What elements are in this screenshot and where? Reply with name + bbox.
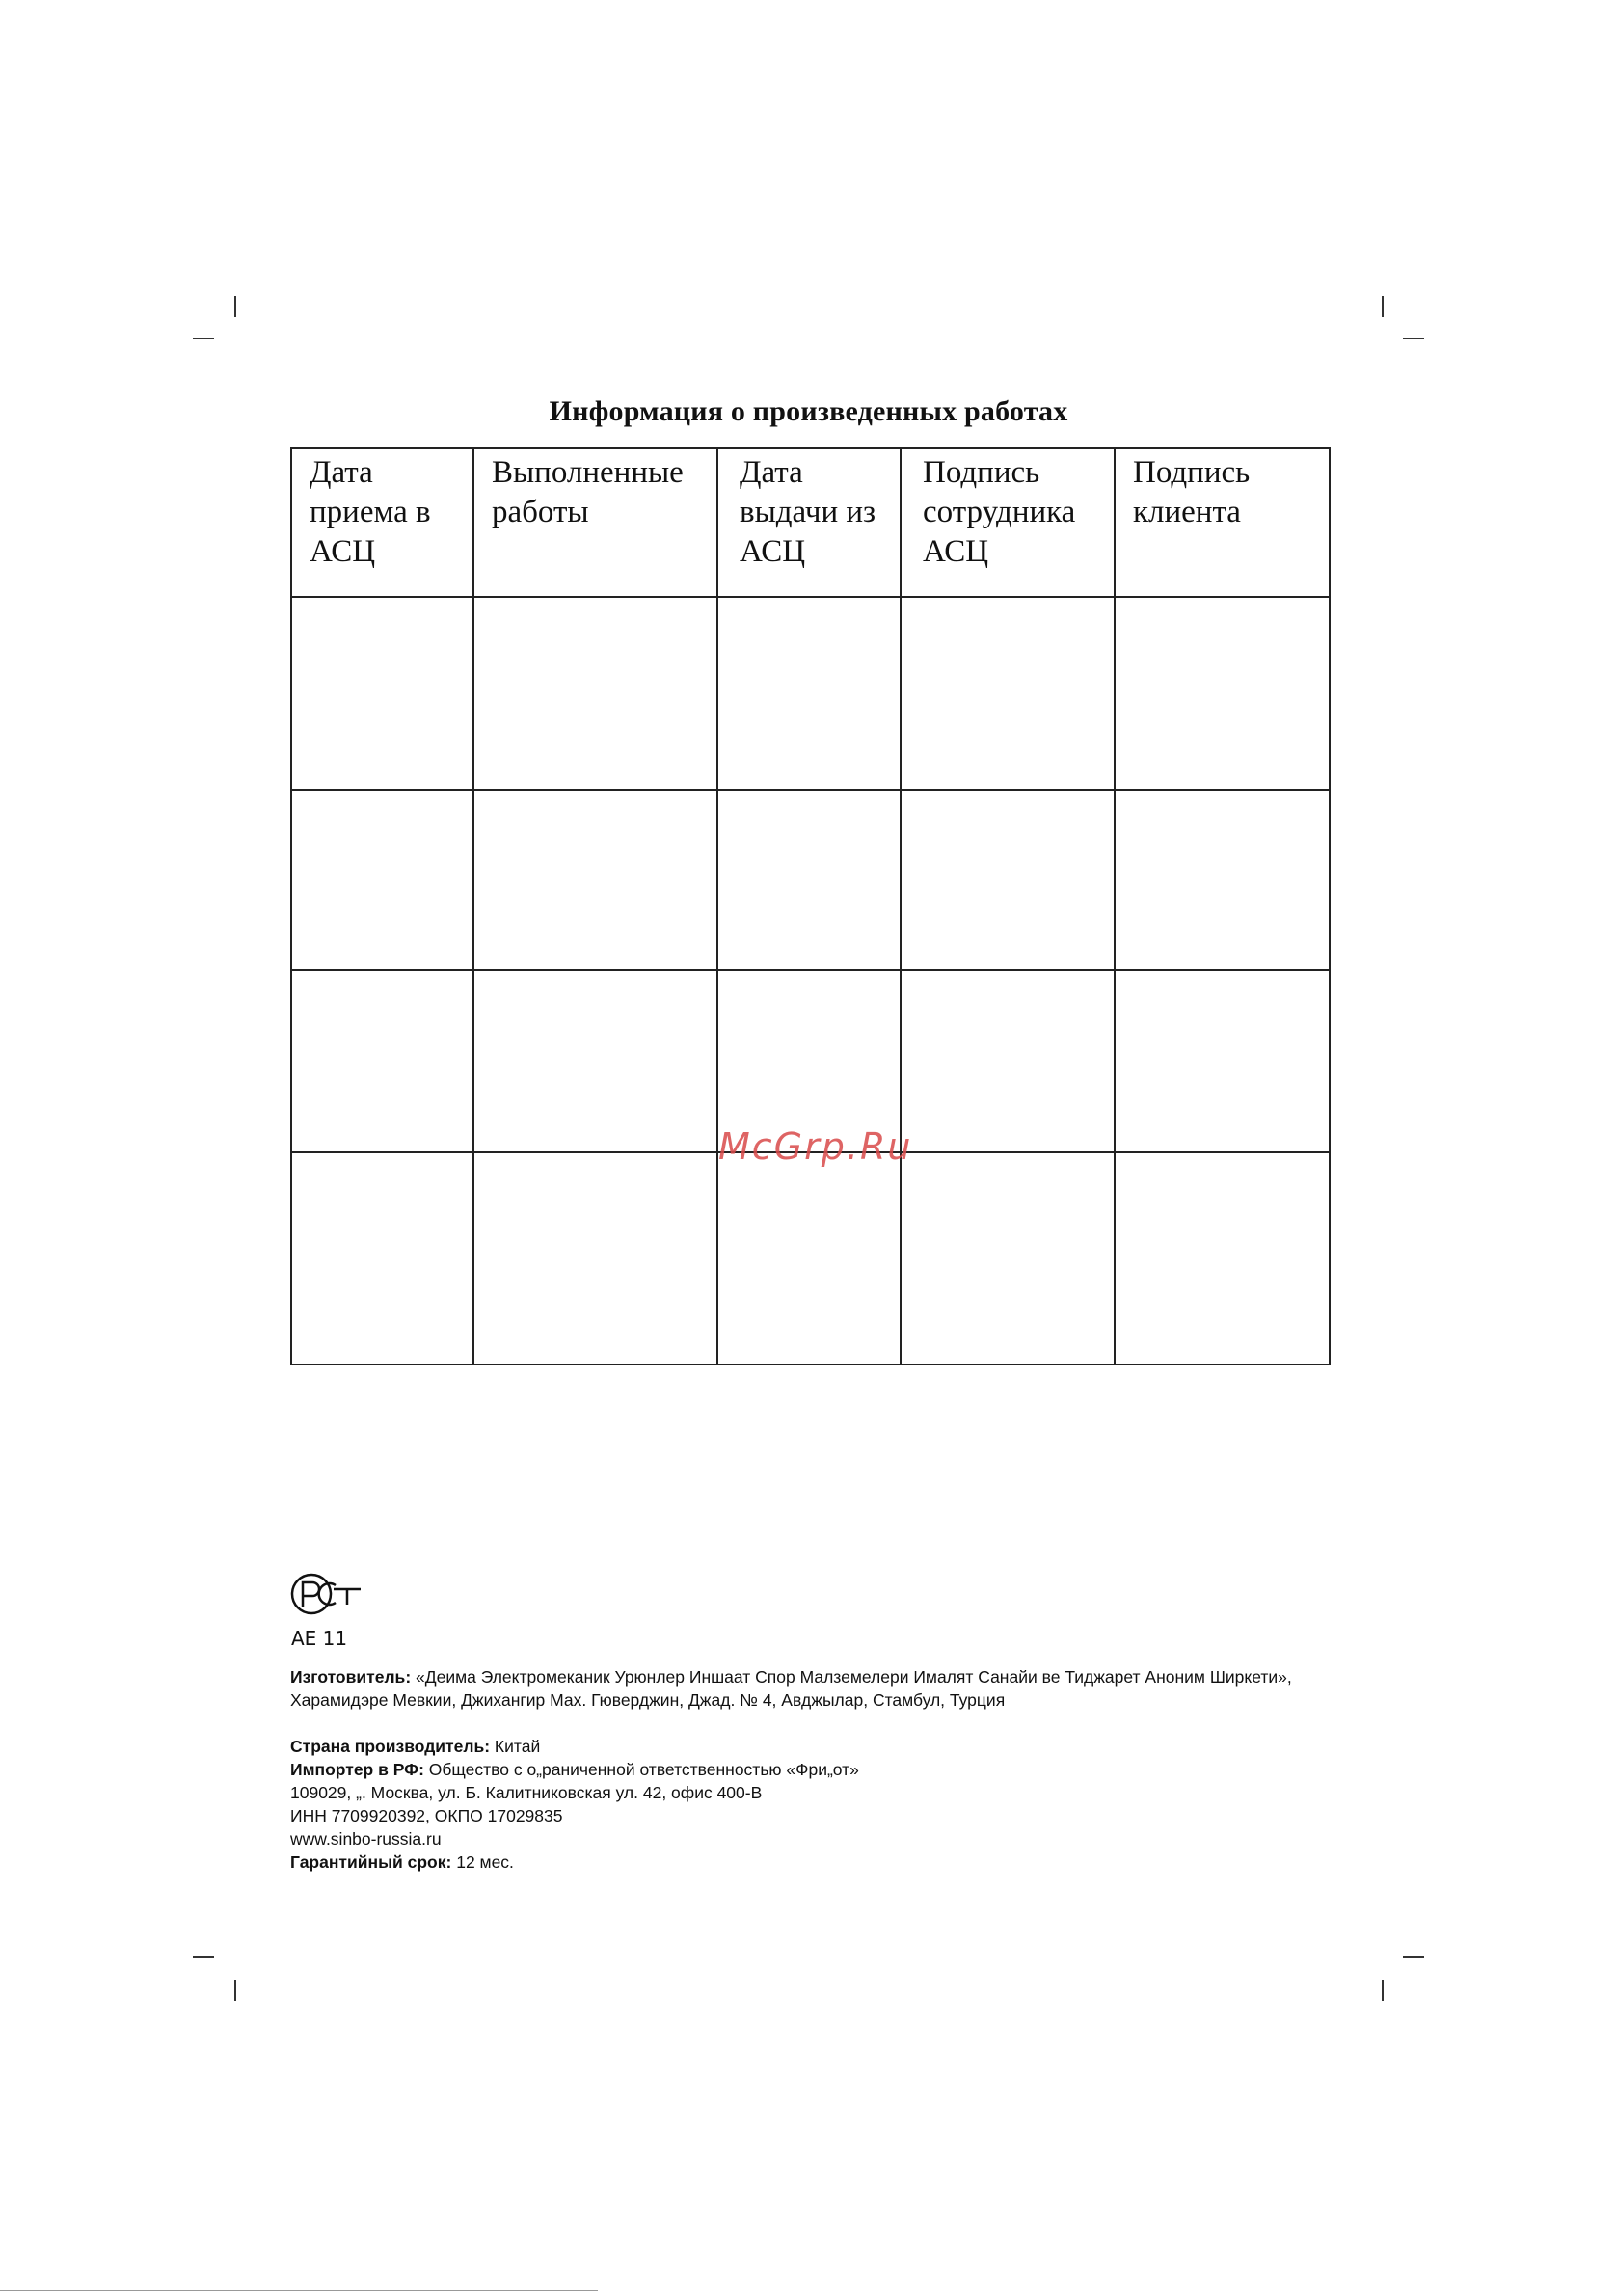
header-cell-intake-date xyxy=(291,448,473,597)
crop-mark-bottom-right-vertical xyxy=(1382,1980,1384,2001)
table-cell[interactable] xyxy=(291,790,473,970)
manufacturer-text: «Деима Электромеканик Урюнлер Иншаат Спор Малземелери Ималят Санайи ве Тиджарет Аноним Ширкети», Харамидэре Мевкии, Джихангир Мах. Гюверджин, Джад. № 4, Авджылар, Стамбул, Турция xyxy=(290,1667,1292,1710)
table-cell[interactable] xyxy=(473,790,717,970)
warranty-text: 12 мес. xyxy=(451,1852,514,1872)
table-cell[interactable] xyxy=(1115,790,1330,970)
header-label: Подпись сотрудника АСЦ xyxy=(923,455,1076,569)
page-bottom-divider xyxy=(0,2290,598,2291)
table-cell[interactable] xyxy=(473,1152,717,1364)
header-label: Дата выдачи из АСЦ xyxy=(740,455,876,569)
table-row xyxy=(291,597,1330,790)
table-cell[interactable] xyxy=(901,790,1115,970)
page-title: Информация о произведенных работах xyxy=(549,395,1068,427)
table-header-row xyxy=(291,448,1330,597)
header-cell-release-date xyxy=(717,448,901,597)
manufacturer-label: Изготовитель: xyxy=(290,1667,412,1687)
certification-code: AE 11 xyxy=(291,1627,348,1650)
table-cell[interactable] xyxy=(901,970,1115,1152)
country-line xyxy=(290,1735,1332,1758)
table-cell[interactable] xyxy=(291,1152,473,1364)
importer-ids: ИНН 7709920392, ОКПО 17029835 xyxy=(290,1806,563,1825)
header-cell-works-done xyxy=(473,448,717,597)
table-row xyxy=(291,790,1330,970)
website-link[interactable]: www.sinbo-russia.ru xyxy=(290,1829,442,1849)
table-cell[interactable] xyxy=(1115,597,1330,790)
header-label: Подпись клиента xyxy=(1133,455,1251,529)
table-cell[interactable] xyxy=(473,597,717,790)
importer-label: Импортер в РФ: xyxy=(290,1760,424,1779)
table-cell[interactable] xyxy=(901,597,1115,790)
crop-mark-bottom-right-horizontal xyxy=(1403,1956,1424,1958)
crop-mark-bottom-left-vertical xyxy=(234,1980,236,2001)
table-cell[interactable] xyxy=(291,597,473,790)
watermark: McGrp.Ru xyxy=(718,1125,913,1168)
importer-text: Общество с о„раниченной ответственностью «Фри„от» xyxy=(423,1760,859,1779)
table-cell[interactable] xyxy=(901,1152,1115,1364)
works-table xyxy=(290,447,1331,1365)
table-cell[interactable] xyxy=(1115,1152,1330,1364)
table-cell[interactable] xyxy=(717,790,901,970)
header-cell-employee-signature xyxy=(901,448,1115,597)
pct-certification-logo-icon xyxy=(289,1572,363,1616)
crop-mark-top-right-vertical xyxy=(1382,296,1384,317)
header-label: Выполненные работы xyxy=(492,455,684,529)
table-row xyxy=(291,1152,1330,1364)
header-cell-client-signature xyxy=(1115,448,1330,597)
crop-mark-top-left-horizontal xyxy=(193,338,214,339)
manufacturer-info xyxy=(290,1665,1332,1874)
country-label: Страна производитель: xyxy=(290,1737,491,1756)
importer-line xyxy=(290,1758,1332,1781)
manufacturer-line xyxy=(290,1665,1332,1712)
importer-address: 109029, „. Москва, ул. Б. Калитниковская ул. 42, офис 400-В xyxy=(290,1783,763,1802)
country-text: Китай xyxy=(490,1737,541,1756)
table-cell[interactable] xyxy=(717,597,901,790)
table-cell[interactable] xyxy=(1115,970,1330,1152)
crop-mark-top-left-vertical xyxy=(234,296,236,317)
table-cell[interactable] xyxy=(291,970,473,1152)
warranty-label: Гарантийный срок: xyxy=(290,1852,452,1872)
header-label: Дата приема в АСЦ xyxy=(310,455,431,569)
table-cell[interactable] xyxy=(717,1152,901,1364)
crop-mark-bottom-left-horizontal xyxy=(193,1956,214,1958)
crop-mark-top-right-horizontal xyxy=(1403,338,1424,339)
table-cell[interactable] xyxy=(473,970,717,1152)
warranty-line xyxy=(290,1850,1332,1874)
